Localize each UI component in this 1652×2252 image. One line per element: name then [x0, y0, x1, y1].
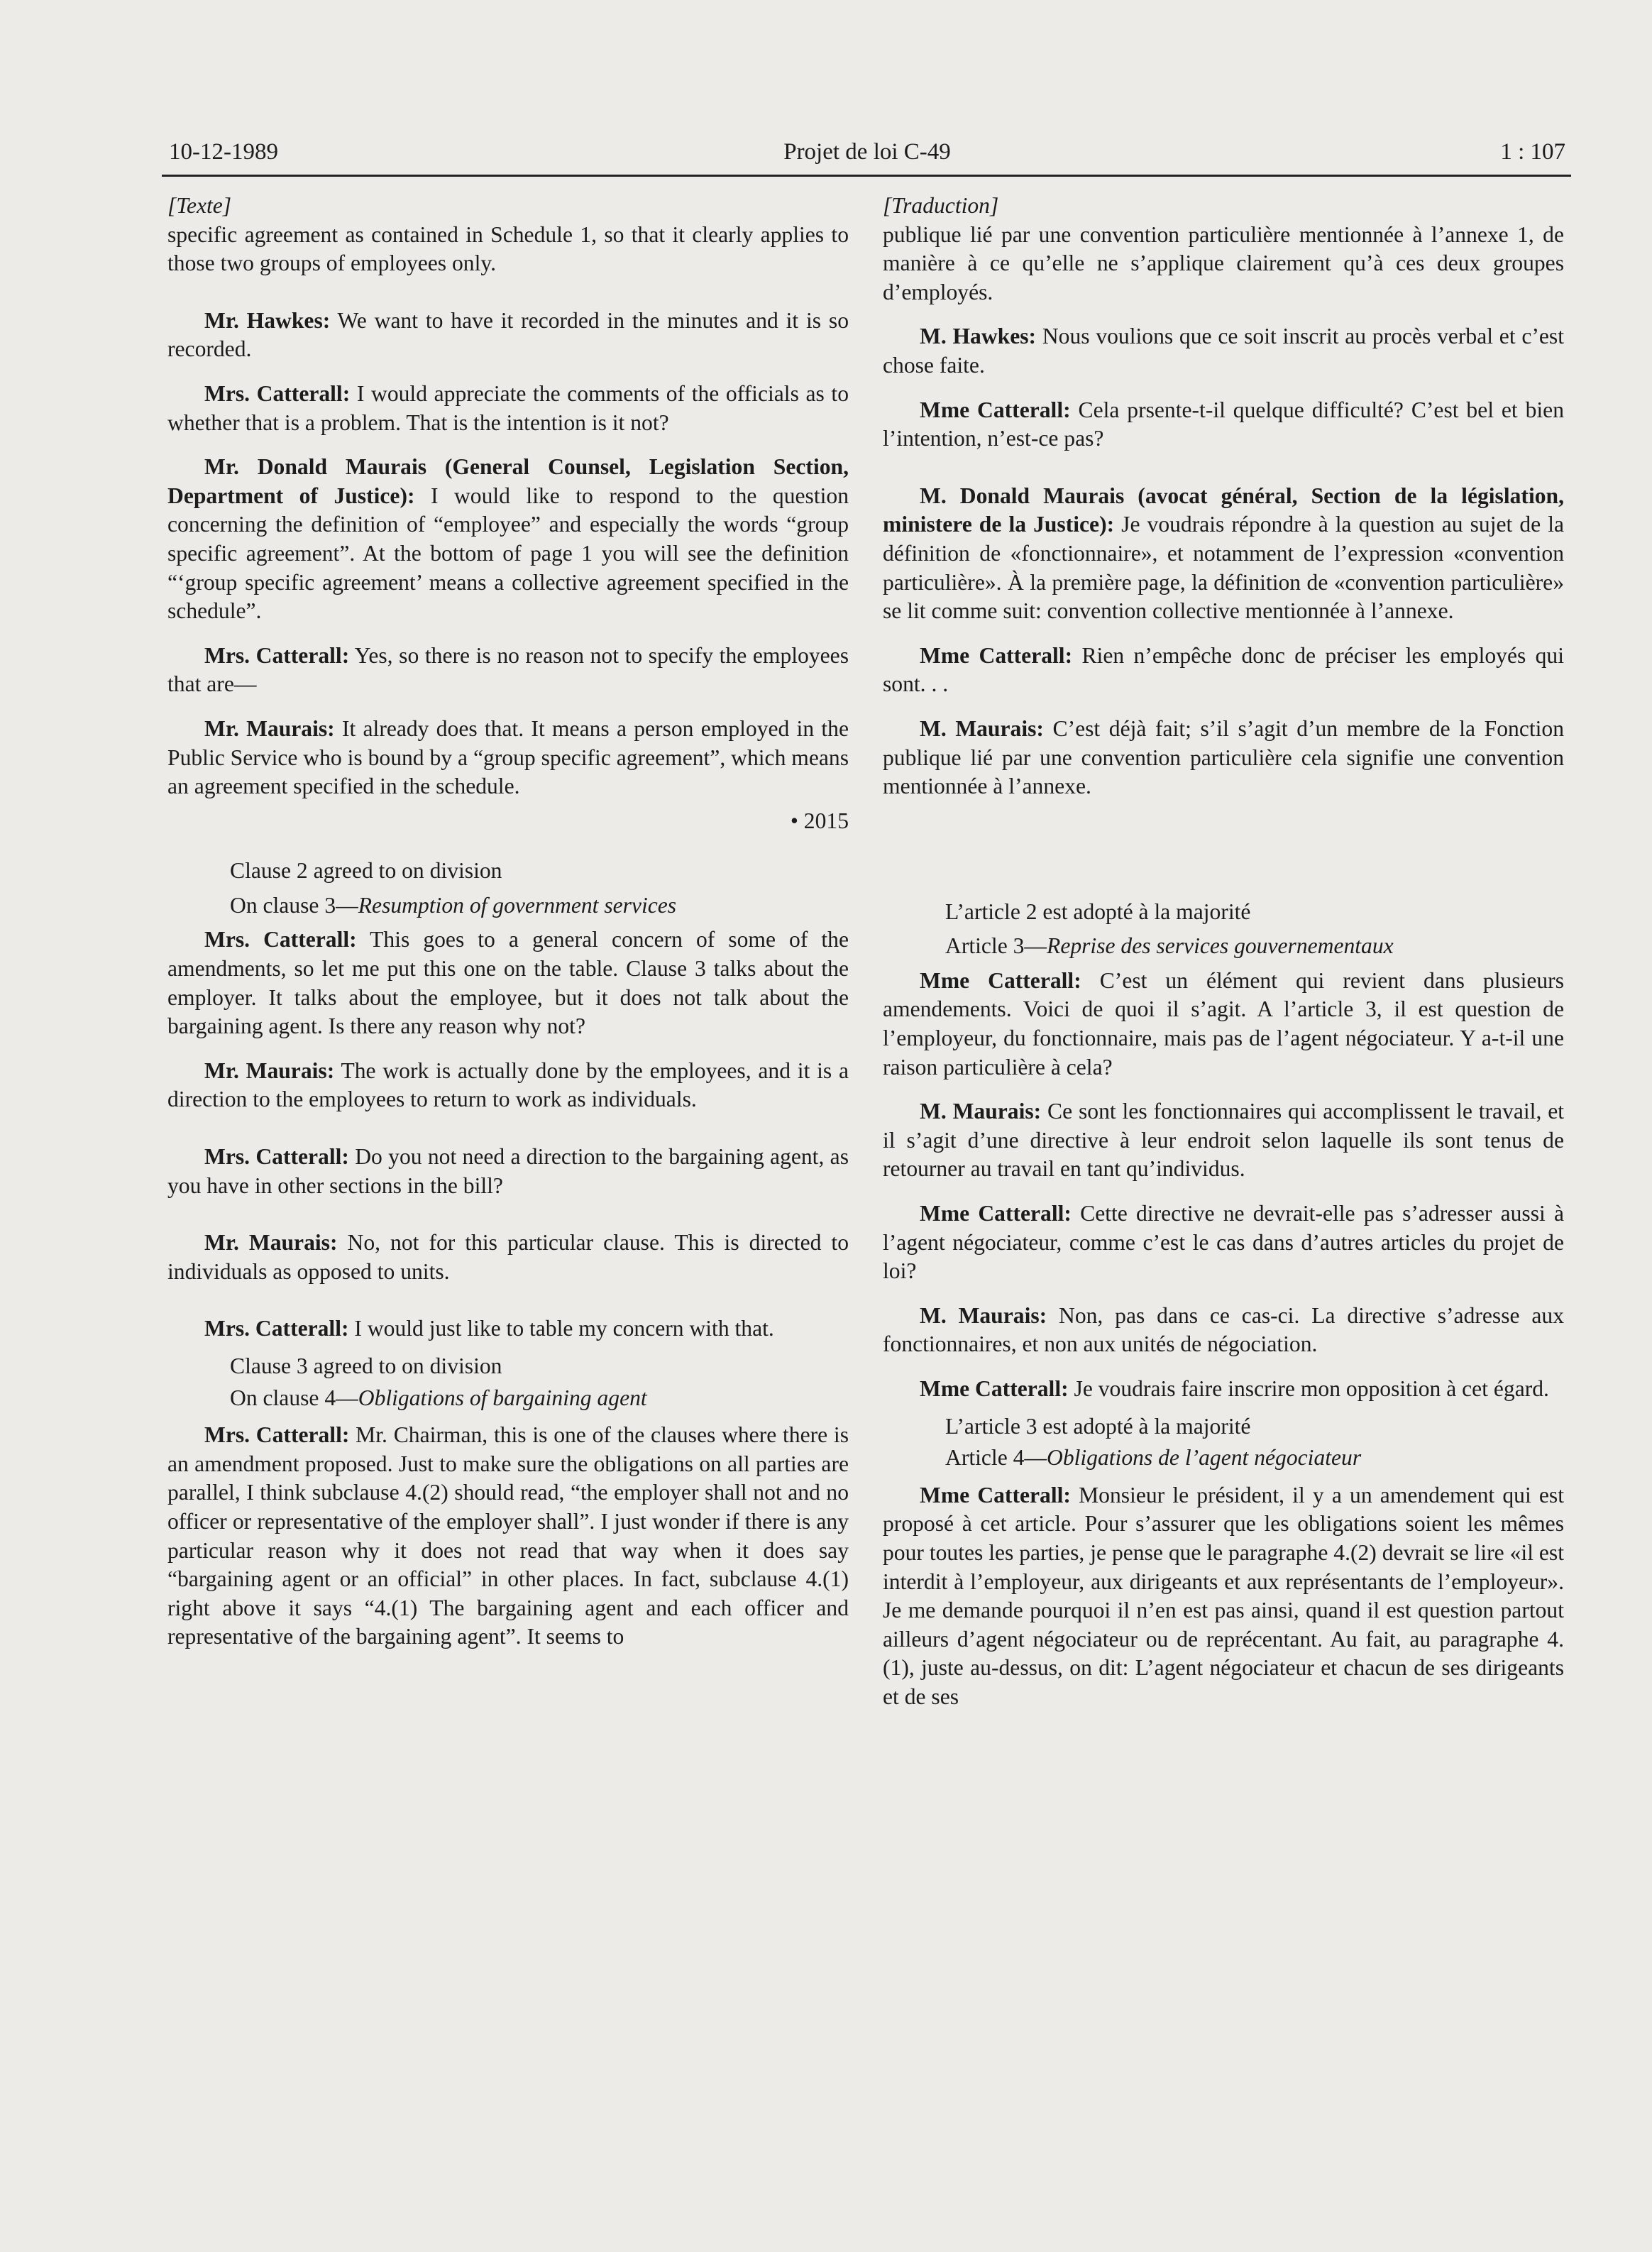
section-label: [Traduction]: [883, 193, 999, 218]
paragraph: [167, 1143, 849, 1200]
speech-text: Non, pas dans ce cas-ci. La directive s’adresse aux fonctionnaires, et non aux unités de négociation.: [883, 1302, 1564, 1357]
speaker-name: M. Maurais:: [920, 1302, 1047, 1328]
speaker-name: Mme Catterall:: [920, 967, 1081, 993]
speech-text: I would appreciate the comments of the officials as to whether that is a problem. That is the intention is it not?: [167, 380, 849, 435]
speaker-name: Mr. Hawkes:: [204, 307, 331, 333]
clause-result: Clause 3 agreed to on division: [230, 1353, 502, 1378]
clause-result: Clause 2 agreed to on division: [230, 858, 502, 884]
speaker-name: M. Maurais:: [920, 1099, 1042, 1124]
paragraph: [167, 453, 849, 626]
speaker-name: Mrs. Catterall:: [204, 1316, 349, 1341]
speaker-name: M. Maurais:: [920, 715, 1044, 741]
speech-text: Ce sont les fonctionnaires qui accomplissent le travail, et il s’agit d’une directive à leur endroit selon laquelle ils sont tenus de retourner au travail en tant qu’individus.: [883, 1099, 1565, 1182]
paragraph: [883, 715, 1564, 801]
speaker-name: Mrs. Catterall:: [204, 1422, 350, 1448]
paragraph: [883, 1302, 1564, 1359]
clause-number: Article 3—: [945, 933, 1047, 959]
speaker-name: M. Donald Maurais (avocat général, Section de la législation, ministere de la Justice):: [883, 483, 1564, 537]
speaker-name: M. Hawkes:: [920, 324, 1037, 349]
speaker-name: Mrs. Catterall:: [204, 642, 350, 668]
header-title: Projet de loi C-49: [783, 139, 951, 165]
paragraph: [167, 1229, 849, 1286]
speech-text: Rien n’empêche donc de préciser les employés qui sont. . .: [883, 642, 1565, 697]
paragraph: [167, 307, 849, 364]
speech-text: This goes to a general concern of some of the amendments, so let me put this one on the table. Clause 3 talks about the employer. It talks about the employee, but it does not talk about the bargaining agent. Is there any reason why not?: [167, 927, 849, 1039]
paragraph: [883, 1375, 1564, 1404]
paragraph: [167, 1057, 849, 1114]
clause-heading: [883, 932, 1564, 961]
clause-number: Article 4—: [945, 1445, 1047, 1471]
paragraph: [883, 1199, 1564, 1286]
header-rule: [162, 175, 1571, 177]
header-date: 10-12-1989: [169, 139, 278, 165]
speaker-name: Mrs. Catterall:: [204, 927, 357, 952]
header-page-number: 1 : 107: [1500, 139, 1565, 165]
speaker-name: Mme Catterall:: [920, 642, 1073, 668]
paragraph: [883, 967, 1564, 1082]
speech-text: I would like to respond to the question concerning the definition of “employee” and especially the words “group specific agreement”. At the bottom of page 1 you will see the definition “‘group specific agreement’ means a collective agreement specified in the schedule”.: [167, 483, 849, 624]
english-column: [167, 192, 849, 1652]
paragraph: [883, 482, 1564, 626]
speech-text: We want to have it recorded in the minutes and it is so recorded.: [167, 307, 849, 362]
clause-number: On clause 4—: [230, 1385, 358, 1410]
paragraph: [167, 1421, 849, 1652]
speech-text: Yes, so there is no reason not to specify the employees that are—: [167, 642, 849, 697]
paragraph: [167, 380, 849, 437]
clause-heading: [167, 891, 849, 921]
clause-title: Reprise des services gouvernementaux: [1047, 933, 1394, 959]
speech-text: Monsieur le président, il y a un amendement qui est proposé à cet article. Pour s’assurer que les obligations soient les mêmes pour toutes les parties, je pense que le paragraphe 4.(2) devrait se lire «il est interdit à l’employeur, aux dirigeants et aux représentants de l’employeur». Je me demande pourquoi il n’en est pas ainsi, quand il est question partout ailleurs d’agent négociateur ou de reprécentant. Au fait, au paragraphe 4.(1), juste au-dessus, on dit: L’agent négociateur et chacun de ses dirigeants et de ses: [883, 1482, 1564, 1709]
speaker-name: Mr. Maurais:: [204, 1058, 335, 1083]
paragraph: [883, 322, 1564, 380]
speaker-name: Mme Catterall:: [920, 1201, 1072, 1226]
speech-text: No, not for this particular clause. This is directed to individuals as opposed to units.: [167, 1230, 849, 1284]
speech-text: Mr. Chairman, this is one of the clauses where there is an amendment proposed. Just to make sure the obligations on all parties are parallel, I think subclause 4.(2) should read, “the employer shall not and no officer or representative of the employer shall”. I just wonder if there is any particular reason why it does not read that way when it does say “bargaining agent or an official” in other places. In fact, subclause 4.(1) right above it says “4.(1) The bargaining agent and each officer and representative of the bargaining agent”. It seems to: [167, 1422, 849, 1649]
speech-text: Je voudrais faire inscrire mon opposition à cet égard.: [1068, 1376, 1549, 1401]
speaker-name: Mme Catterall:: [920, 1482, 1071, 1507]
speaker-name: Mrs. Catterall:: [204, 1144, 349, 1170]
paragraph: [883, 642, 1564, 699]
speech-text: C’est déjà fait; s’il s’agit d’un membre de la Fonction publique lié par une convention particulière cela signifie une convention mentionnée à l’annexe.: [883, 715, 1564, 799]
speech-text: It already does that. It means a person employed in the Public Service who is bound by a “group specific agreement”, which means an agreement specified in the schedule.: [167, 715, 849, 799]
speech-text: C’est un élément qui revient dans plusieurs amendements. Voici de quoi il s’agit. A l’article 3, il est question de l’employeur, du fonctionnaire, mais pas de l’agent négociateur. Y a-t-il une raison particulière à cela?: [883, 967, 1564, 1080]
paragraph: [883, 396, 1564, 454]
clause-title: Obligations de l’agent négociateur: [1047, 1445, 1362, 1471]
clause-result: L’article 3 est adopté à la majorité: [945, 1413, 1251, 1439]
french-column: [883, 192, 1564, 1712]
paragraph: [883, 1097, 1564, 1184]
speech-text: Cela prsente-t-il quelque difficulté? C’est bel et bien l’intention, n’est-ce pas?: [883, 397, 1564, 451]
paragraph: specific agreement as contained in Schedule 1, so that it clearly applies to those two groups of employees only.: [167, 221, 849, 276]
speaker-name: Mr. Maurais:: [204, 1230, 338, 1256]
speech-text: I would just like to table my concern with that.: [348, 1316, 774, 1341]
time-marker: • 2015: [790, 808, 849, 833]
section-label: [Texte]: [167, 193, 232, 218]
paragraph: [167, 642, 849, 699]
speaker-name: Mr. Donald Maurais (General Counsel, Legislation Section, Department of Justice):: [167, 454, 849, 508]
clause-heading: [167, 1384, 849, 1413]
speaker-name: Mr. Maurais:: [204, 715, 335, 741]
page-header: [169, 139, 1565, 176]
speaker-name: Mme Catterall:: [920, 397, 1071, 422]
clause-title: Obligations of bargaining agent: [358, 1385, 647, 1410]
paragraph: [167, 925, 849, 1040]
speech-text: Cette directive ne devrait-elle pas s’adresser aussi à l’agent négociateur, comme c’est le cas dans d’autres articles du projet de loi?: [883, 1201, 1564, 1284]
clause-title: Resumption of government services: [358, 892, 677, 918]
paragraph: [883, 1481, 1564, 1712]
clause-result: L’article 2 est adopté à la majorité: [945, 899, 1251, 924]
clause-number: On clause 3—: [230, 892, 358, 918]
speech-text: The work is actually done by the employees, and it is a direction to the employees to return to work as individuals.: [167, 1058, 849, 1112]
speech-text: Nous voulions que ce soit inscrit au procès verbal et c’est chose faite.: [883, 324, 1565, 378]
speech-text: Do you not need a direction to the bargaining agent, as you have in other sections in the bill?: [167, 1144, 849, 1198]
paragraph: [167, 1314, 849, 1344]
speaker-name: Mrs. Catterall:: [204, 380, 351, 406]
paragraph: [167, 715, 849, 801]
clause-heading: [883, 1444, 1564, 1473]
speech-text: Je voudrais répondre à la question au sujet de la définition de «fonctionnaire», et notamment de l’expression «convention particulière». À la première page, la définition de «convention particulière» se lit comme suit: convention collective mentionnée à l’annexe.: [883, 512, 1564, 624]
speaker-name: Mme Catterall:: [920, 1376, 1069, 1401]
paragraph: publique lié par une convention particulière mentionnée à l’annexe 1, de manière à ce qu’elle ne s’applique clairement qu’à ces deux groupes d’employés.: [883, 221, 1564, 304]
